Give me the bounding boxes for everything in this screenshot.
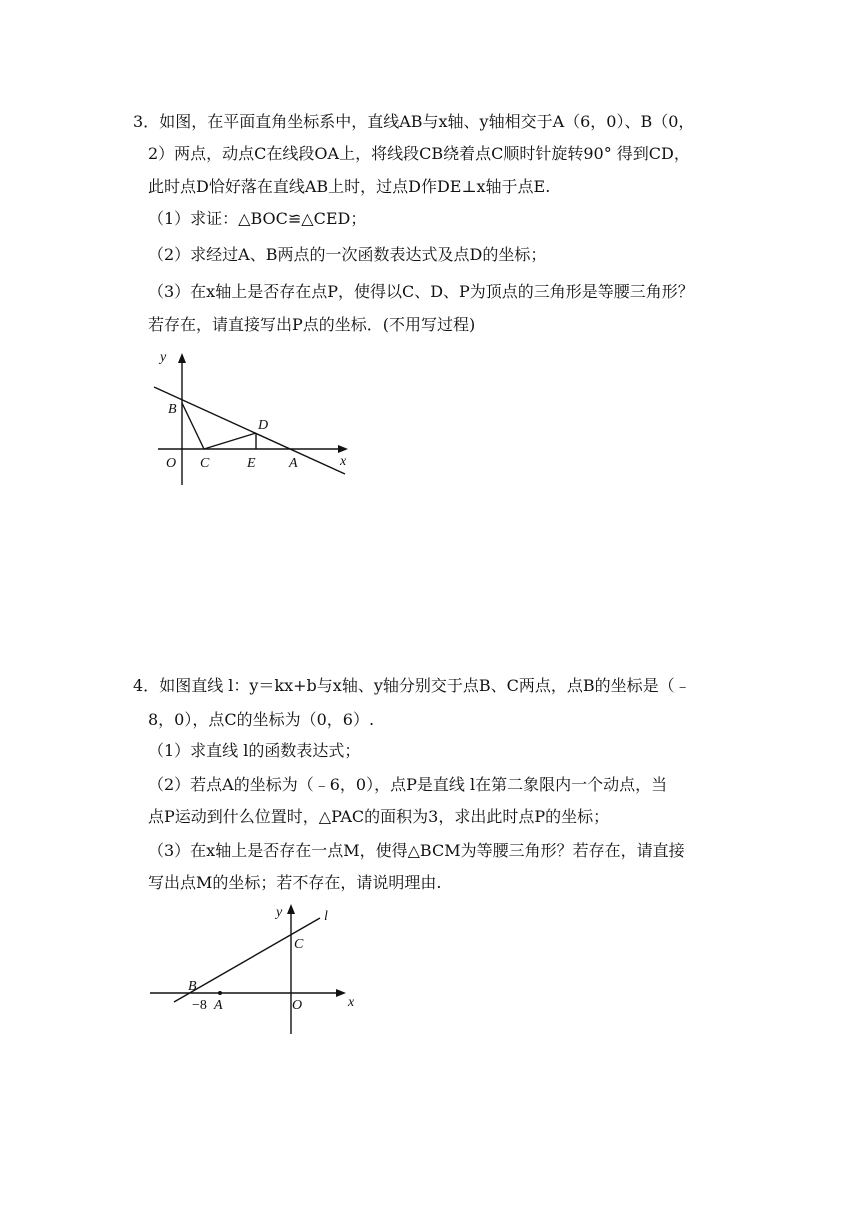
q3-label-x: x — [340, 454, 347, 469]
q3-label-E: E — [247, 456, 256, 471]
q4-part-2-cont: 点P运动到什么位置时，△PAC的面积为3，求出此时点P的坐标； — [148, 807, 610, 826]
q3-label-O: O — [166, 456, 177, 471]
q4-figure — [148, 900, 378, 1040]
q3-segment-BC — [182, 403, 204, 449]
q4-part-3: （3）在x轴上是否存在一点M，使得△BCM为等腰三角形？若存在，请直接 — [148, 841, 685, 860]
q4-number: 4． — [133, 676, 160, 695]
q4-stem-line-1: 4．如图直线 l：y＝kx+b与x轴、y轴分别交于点B、C两点，点B的坐标是（﹣ — [133, 676, 691, 695]
q3-part-2: （2）求经过A、B两点的一次函数表达式及点D的坐标； — [148, 245, 547, 264]
q4-label-A: A — [214, 998, 223, 1013]
q3-x-arrow — [338, 445, 348, 453]
q3-stem-line-1: 3．如图，在平面直角坐标系中，直线AB与x轴、y轴相交于A（6，0）、B（0， — [133, 112, 695, 131]
q3-segment-CD — [204, 433, 256, 449]
q3-part-1: （1）求证：△BOC≌△CED； — [148, 209, 367, 228]
q3-label-A: A — [289, 456, 298, 471]
q4-y-arrow — [287, 904, 295, 914]
q4-part-3-cont: 写出点M的坐标；若不存在，请说明理由. — [148, 873, 442, 892]
q4-label-C: C — [294, 937, 304, 952]
q3-number: 3． — [133, 112, 160, 131]
q3-label-B: B — [168, 402, 177, 417]
q3-part-3-cont: 若存在，请直接写出P点的坐标．(不用写过程) — [148, 315, 476, 334]
q3-part-3: （3）在x轴上是否存在点P，使得以C、D、P为顶点的三角形是等腰三角形？ — [148, 282, 694, 301]
q3-label-y: y — [160, 350, 167, 365]
q4-label-x: x — [348, 995, 355, 1010]
q4-part-1: （1）求直线 l的函数表达式； — [148, 741, 361, 760]
q4-x-arrow — [336, 989, 346, 997]
q4-part-2: （2）若点A的坐标为（﹣6，0），点P是直线 l在第二象限内一个动点，当 — [148, 775, 668, 794]
q4-stem-line-2: 8，0），点C的坐标为（0，6）. — [148, 710, 375, 729]
q3-label-D: D — [258, 418, 269, 433]
q4-label-B: B — [188, 979, 197, 994]
q3-stem-line-2: 2）两点，动点C在线段OA上，将线段CB绕着点C顺时针旋转90° 得到CD， — [148, 144, 690, 163]
q3-y-arrow — [178, 353, 186, 363]
q4-label-y: y — [276, 905, 283, 920]
q3-figure — [148, 345, 368, 495]
q4-label-O: O — [292, 998, 303, 1013]
q3-stem-line-3: 此时点D恰好落在直线AB上时，过点D作DE⊥x轴于点E. — [148, 177, 551, 196]
q4-label-neg8: −8 — [192, 998, 207, 1013]
q4-label-l: l — [324, 909, 328, 924]
q4-point-A — [218, 991, 222, 995]
q3-label-C: C — [200, 456, 210, 471]
